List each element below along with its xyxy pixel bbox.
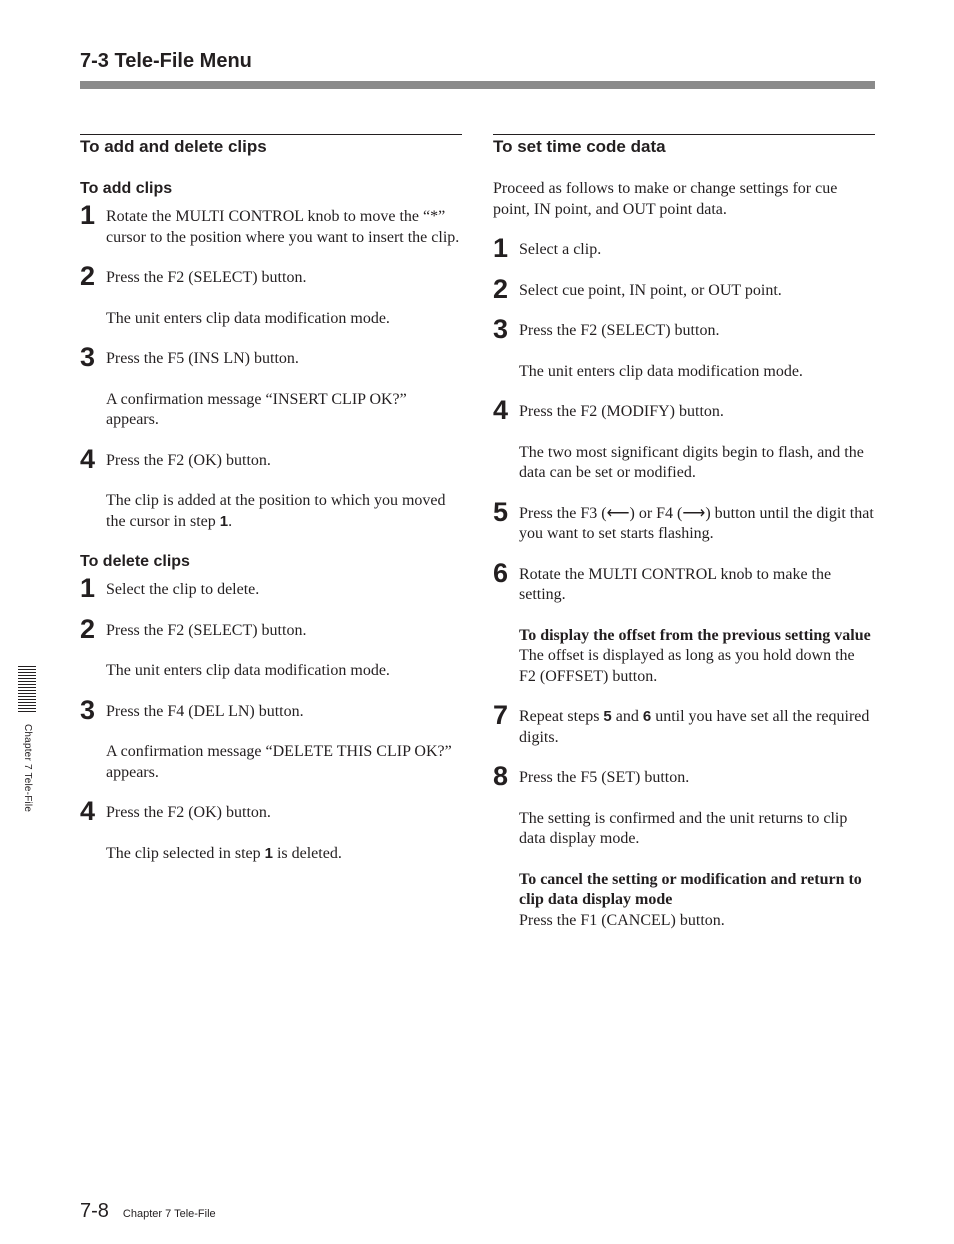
page-footer: [80, 1200, 216, 1223]
add-clips-steps: [80, 200, 462, 532]
step-note: A confirmation message “INSERT CLIP OK?” appears.: [106, 390, 407, 428]
step-text-part: and: [611, 708, 643, 725]
delete-clips-heading: To delete clips: [80, 553, 190, 570]
delete-step-3: [80, 694, 462, 784]
step-text: Press the F2 (SELECT) button.: [106, 621, 307, 639]
delete-step-1: [80, 573, 462, 603]
step-number: 2: [493, 273, 509, 304]
right-column: [493, 134, 875, 951]
time-code-heading: To set time code data: [493, 137, 666, 156]
intro-paragraph: Proceed as follows to make or change settings for cue point, IN point, and OUT point data.: [493, 180, 838, 218]
add-step-4: [80, 443, 462, 533]
step-reference: 1: [264, 844, 273, 862]
step-number: 4: [80, 443, 96, 474]
step-number: 2: [80, 261, 96, 291]
tc-step-8: [493, 761, 875, 931]
step-number: 3: [80, 342, 96, 372]
step-number: 3: [493, 314, 509, 344]
add-clips-heading: To add clips: [80, 180, 173, 197]
step-text: Press the F5 (INS LN) button.: [106, 350, 299, 367]
step-text-part: ) button until the digit that you want to set starts flashing.: [519, 504, 874, 542]
tc-step-5: [493, 496, 875, 545]
step-text: Rotate the MULTI CONTROL knob to move the “*” cursor to the position where you want to insert the clip.: [106, 208, 460, 246]
tc-step-2: [493, 273, 875, 304]
step-text: Press the F2 (SELECT) button.: [519, 322, 720, 339]
step-text-part: Repeat steps: [519, 708, 604, 725]
offset-subheading: To display the offset from the previous setting value: [519, 626, 871, 644]
step-text: Press the F2 (OK) button.: [106, 451, 271, 469]
side-chapter-label: Chapter 7 Tele-File: [22, 724, 33, 813]
note-text: .: [228, 512, 233, 530]
step-text: Select a clip.: [519, 241, 602, 258]
tc-step-1: [493, 233, 875, 263]
page-number: 7-8: [80, 1200, 109, 1222]
step-note: [106, 491, 462, 532]
add-step-1: [80, 200, 462, 248]
cancel-text: Press the F1 (CANCEL) button.: [519, 911, 725, 929]
section-title: 7-3 Tele-File Menu: [80, 50, 252, 72]
chapter-tab-marker: [18, 666, 36, 712]
step-text: Select cue point, IN point, or OUT point.: [519, 281, 782, 299]
step-text: [519, 504, 875, 545]
step-reference: 5: [603, 708, 612, 725]
step-reference: 6: [642, 708, 652, 725]
tc-step-3: [493, 314, 875, 382]
left-column-rule: [80, 134, 462, 135]
right-arrow-icon: ⟶: [682, 504, 706, 522]
delete-step-2: [80, 613, 462, 682]
step-number: 2: [80, 613, 96, 644]
step-text: Press the F4 (DEL LN) button.: [106, 702, 304, 720]
step-text-part: ) or F4 (: [629, 504, 683, 522]
tc-step-4: [493, 395, 875, 484]
step-number: 1: [80, 200, 96, 230]
step-note: The unit enters clip data modification mode.: [519, 362, 803, 380]
note-text: The clip selected in step: [106, 844, 265, 862]
step-note: The unit enters clip data modification mode.: [106, 662, 390, 679]
step-number: 8: [493, 761, 509, 791]
cancel-subheading: To cancel the setting or modification and return to clip data display mode: [519, 870, 862, 908]
add-delete-heading: To add and delete clips: [80, 137, 267, 156]
step-text: Press the F2 (MODIFY) button.: [519, 403, 724, 420]
step-text: Select the clip to delete.: [106, 581, 260, 598]
offset-text: The offset is displayed as long as you hold down the F2 (OFFSET) button.: [519, 647, 855, 685]
step-number: 5: [493, 496, 509, 527]
left-arrow-icon: ⟵: [606, 504, 630, 522]
step-note: The two most significant digits begin to flash, and the data can be set or modified.: [519, 443, 864, 481]
step-reference: 1: [219, 512, 229, 530]
step-text: [519, 707, 875, 748]
step-text: Press the F2 (SELECT) button.: [106, 269, 307, 286]
right-column-rule: [493, 134, 875, 135]
note-text: is deleted.: [272, 844, 342, 862]
step-number: 7: [493, 700, 509, 730]
delete-clips-steps: [80, 573, 462, 864]
step-note: The setting is confirmed and the unit returns to clip data display mode.: [519, 809, 848, 847]
footer-chapter: Chapter 7 Tele-File: [122, 1208, 216, 1220]
step-text: Press the F2 (OK) button.: [106, 804, 271, 821]
step-number: 1: [493, 233, 509, 263]
tc-step-6: [493, 557, 875, 688]
step-number: 3: [80, 694, 96, 725]
step-text-part: until you have set all the required digits.: [519, 708, 870, 746]
step-number: 4: [493, 395, 509, 425]
time-code-steps: [493, 233, 875, 931]
add-step-2: [80, 261, 462, 329]
delete-step-4: [80, 796, 462, 864]
step-note: A confirmation message “DELETE THIS CLIP OK?” appears.: [106, 743, 452, 781]
step-text-part: Press the F3 (: [519, 504, 607, 522]
left-column: [80, 134, 462, 884]
step-number: 1: [80, 573, 96, 603]
add-step-3: [80, 342, 462, 431]
title-bar: [80, 81, 875, 89]
step-note: [106, 844, 462, 865]
note-text: The clip is added at the position to which you moved the cursor in step: [106, 492, 446, 530]
tc-step-7: [493, 700, 875, 748]
step-number: 4: [80, 796, 96, 826]
step-text: Press the F5 (SET) button.: [519, 769, 690, 786]
step-note: The unit enters clip data modification mode.: [106, 309, 390, 327]
step-text: Rotate the MULTI CONTROL knob to make the setting.: [519, 565, 832, 603]
step-number: 6: [493, 557, 509, 588]
